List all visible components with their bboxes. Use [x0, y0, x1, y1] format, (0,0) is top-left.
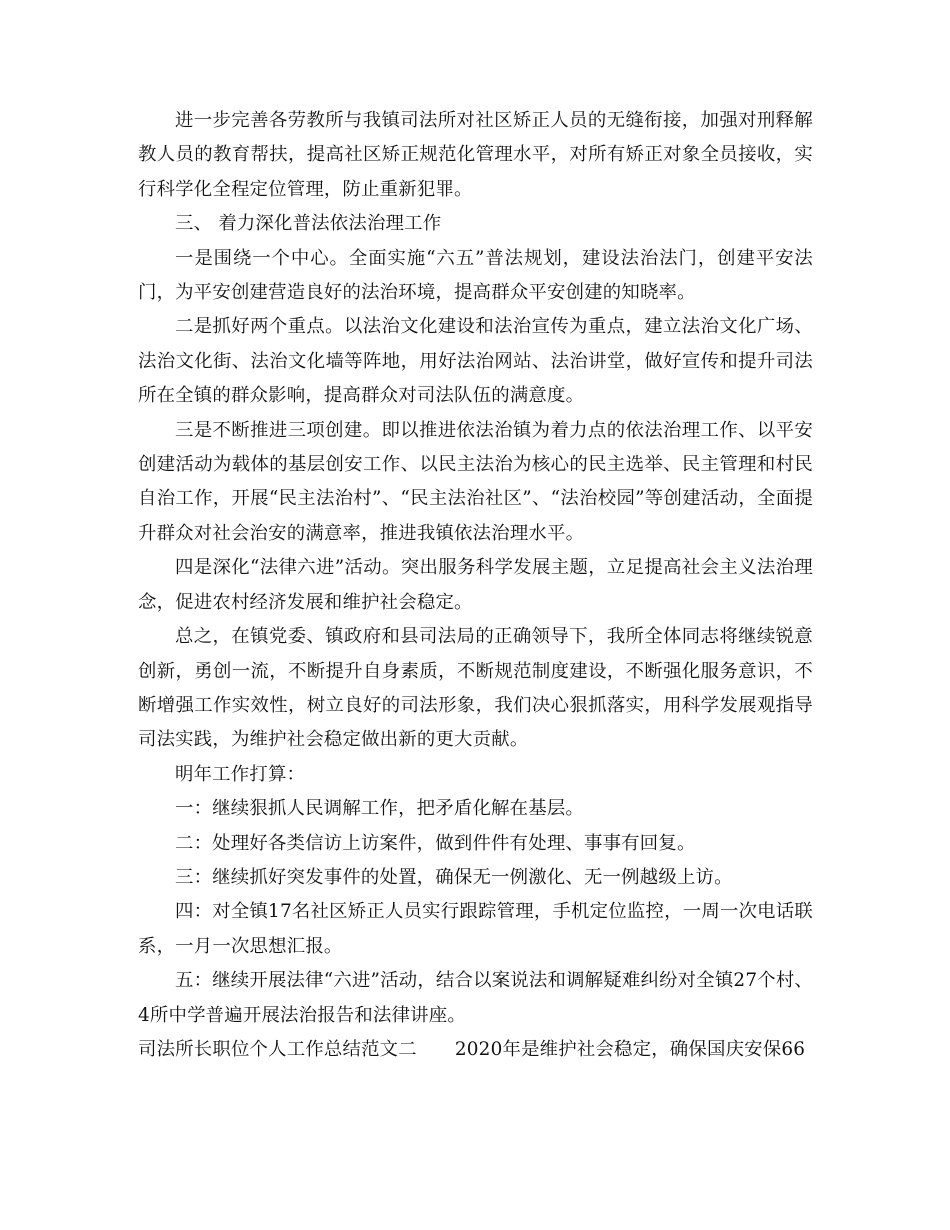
next-article-title: 司法所长职位个人工作总结范文二 [138, 1038, 417, 1060]
plan-item: 二：处理好各类信访上访案件，做到件件有处理、事事有回复。 [175, 832, 696, 854]
next-article-line [138, 1033, 813, 1067]
plan-item: 三：继续抓好突发事件的处置，确保无一例激化、无一例越级上访。 [175, 866, 733, 888]
paragraph: 一是围绕一个中心。全面实施“六五”普法规划，建设法治法门，创建平安法门，为平安创建营造良好的法治环境，提高群众平安创建的知晓率。 [138, 247, 813, 304]
plan-heading: 明年工作打算： [175, 763, 306, 785]
paragraph: 四是深化“法律六进”活动。突出服务科学发展主题，立足提高社会主义法治理念，促进农村经济发展和维护社会稳定。 [138, 557, 813, 613]
section-heading: 三、 着力深化普法依法治理工作 [175, 213, 442, 235]
paragraph: 三是不断推进三项创建。即以推进依法治镇为着力点的依法治理工作、以平安创建活动为载体的基层创安工作、以民主法治为核心的民主选举、民主管理和村民自治工作，开展“民主法治村”、“民主法治社区”、“法治校园”等创建活动，全面提升群众对社会治安的满意率，推进我镇依法治理水平。 [138, 419, 813, 544]
paragraph: 二是抓好两个重点。以法治文化建设和法治宣传为重点，建立法治文化广场、法治文化街、法治文化墙等阵地，用好法治网站、法治讲堂，做好宣传和提升司法所在全镇的群众影响，提高群众对司法队伍的满意度。 [138, 316, 813, 407]
paragraph: 进一步完善各劳教所与我镇司法所对社区矫正人员的无缝衔接，加强对刑释解教人员的教育帮扶，提高社区矫正规范化管理水平，对所有矫正对象全员接收，实行科学化全程定位管理，防止重新犯罪。 [138, 110, 813, 200]
paragraph: 总之，在镇党委、镇政府和县司法局的正确领导下，我所全体同志将继续锐意创新，勇创一流，不断提升自身素质，不断规范制度建设，不断强化服务意识，不断增强工作实效性，树立良好的司法形象，我们决心狠抓落实，用科学发展观指导司法实践，为维护社会稳定做出新的更大贡献。 [138, 626, 813, 751]
plan-item: 四：对全镇17名社区矫正人员实行跟踪管理，手机定位监控，一周一次电话联系，一月一次思想汇报。 [138, 901, 813, 957]
plan-item: 一：继续狠抓人民调解工作，把矛盾化解在基层。 [175, 798, 584, 820]
plan-item: 五：继续开展法律“六进”活动，结合以案说法和调解疑难纠纷对全镇27个村、4所中学普遍开展法治报告和法律讲座。 [138, 970, 813, 1026]
document-body [138, 104, 813, 1067]
next-article-lead: 2020年是维护社会稳定，确保国庆安保66 [454, 1038, 806, 1060]
